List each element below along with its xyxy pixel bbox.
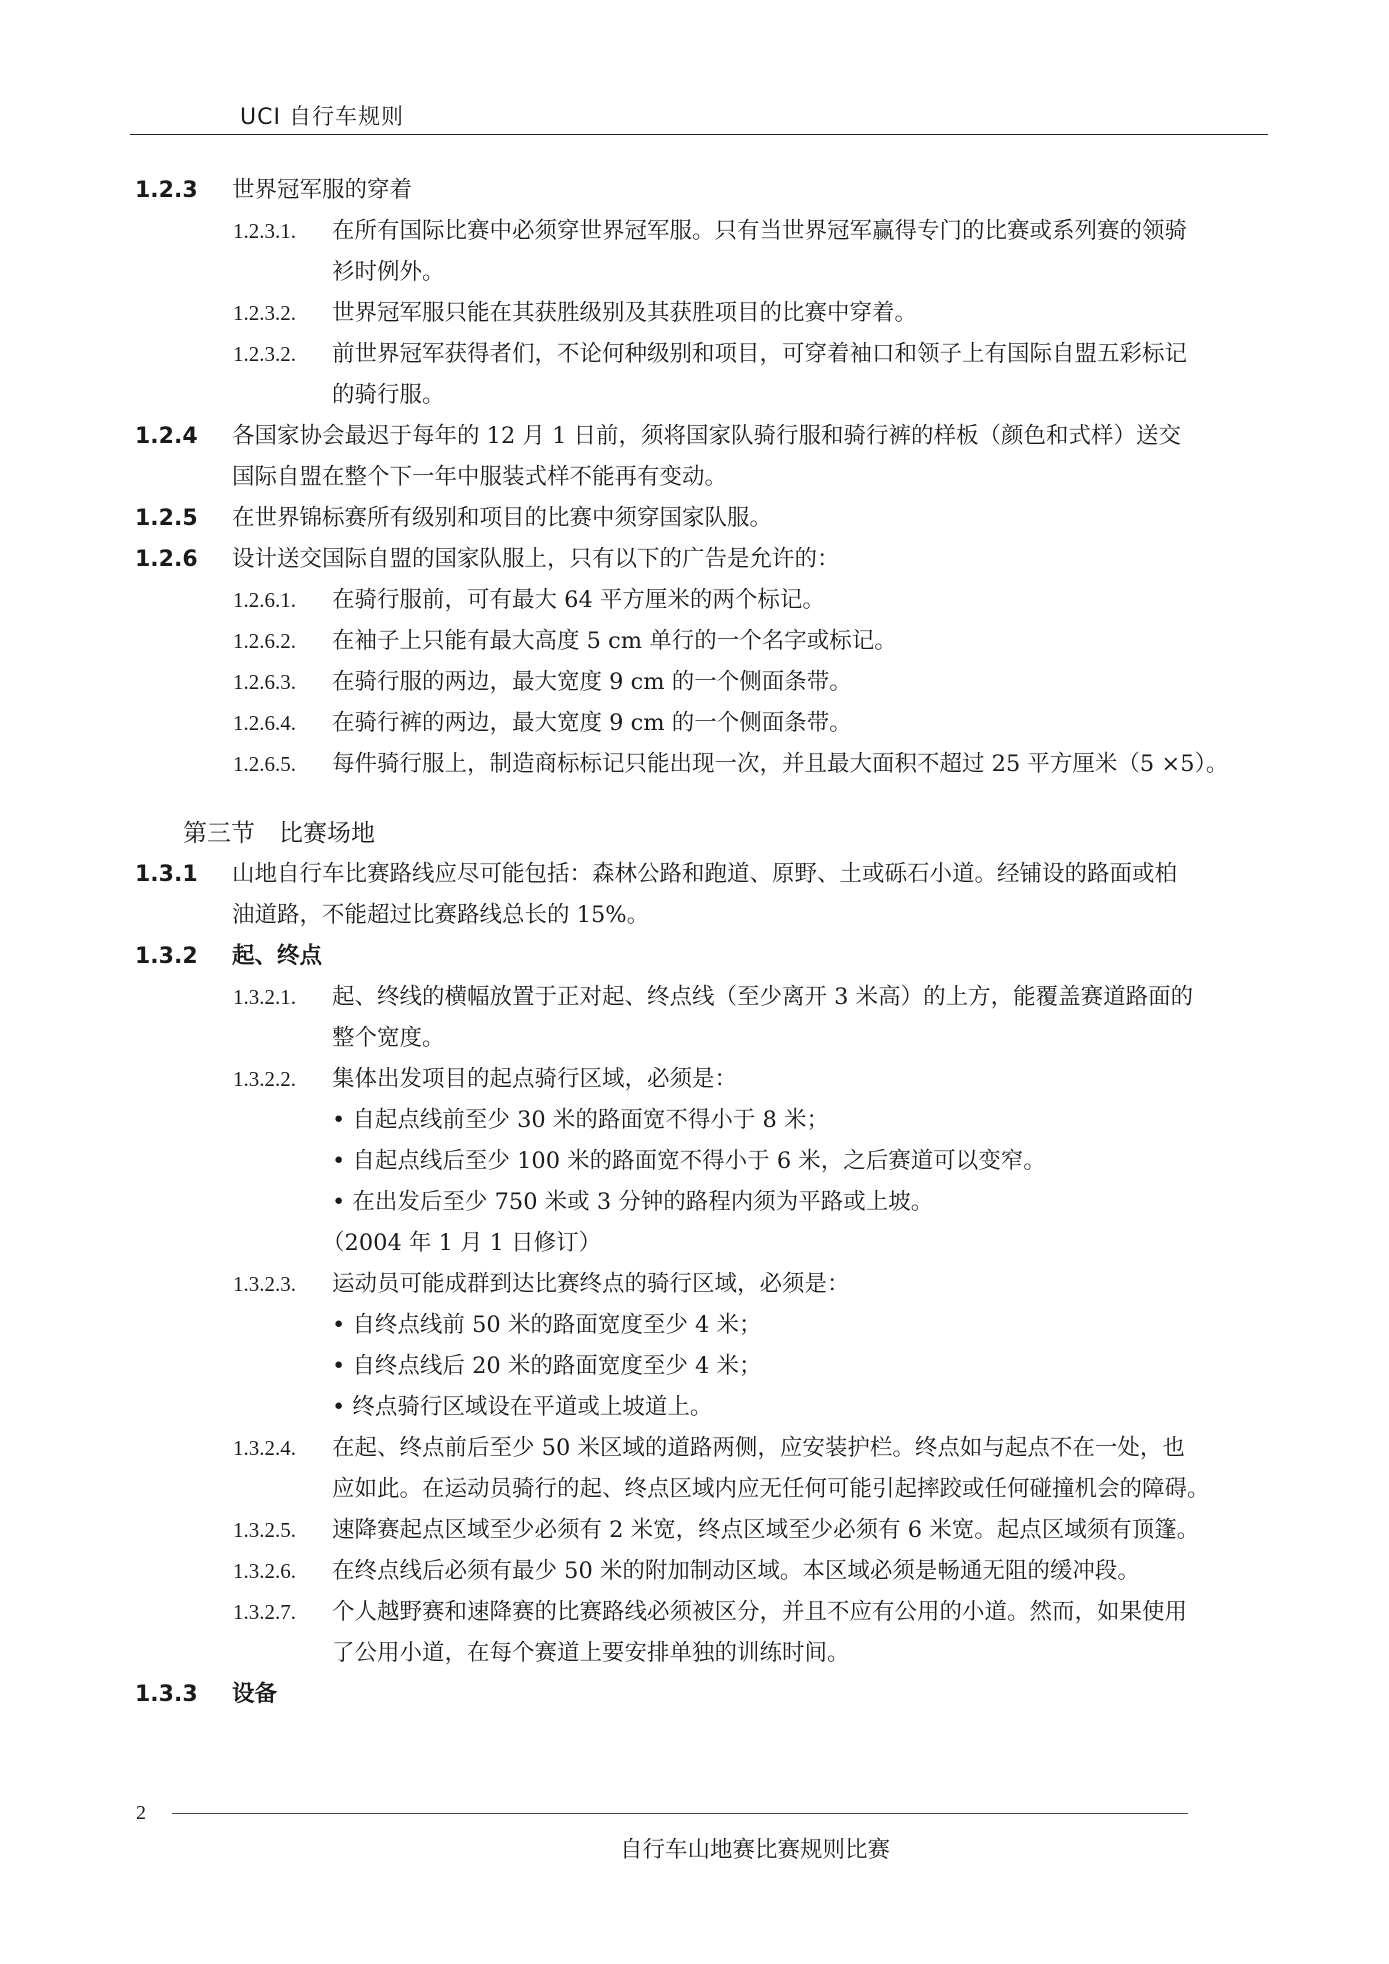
clause-text-line: 的骑行服。	[332, 382, 445, 408]
clause-text-line: 在起、终点前后至少 50 米区域的道路两侧，应安装护栏。终点如与起点不在一处，也	[332, 1435, 1185, 1461]
section-title: 设备	[232, 1681, 278, 1707]
clause-1-2-6-5	[0, 744, 1389, 785]
clause-number: 1.3.2.7.	[233, 1600, 296, 1624]
bullet-item	[0, 1387, 1389, 1428]
section-text-line: 各国家协会最迟于每年的 12 月 1 日前，须将国家队骑行服和骑行裤的样板（颜色和式样）送交	[232, 423, 1182, 449]
section-1-3-1	[0, 854, 1389, 936]
clause-text: 集体出发项目的起点骑行区域，必须是：	[332, 1066, 738, 1092]
section-1-2-5	[0, 498, 1389, 539]
clause-1-2-6-2	[0, 621, 1389, 662]
bullet-text: • 在出发后至少 750 米或 3 分钟的路程内须为平路或上坡。	[332, 1189, 934, 1215]
section-number: 1.2.5	[135, 506, 198, 531]
clause-1-3-2-3	[0, 1264, 1389, 1305]
clause-text-line: 起、终线的横幅放置于正对起、终点线（至少离开 3 米高）的上方，能覆盖赛道路面的	[332, 984, 1194, 1010]
bullet-text: • 自起点线后至少 100 米的路面宽不得小于 6 米，之后赛道可以变窄。	[332, 1148, 1046, 1174]
clause-number: 1.2.6.1.	[233, 588, 296, 612]
footer-text: 自行车山地赛比赛规则比赛	[620, 1837, 891, 1863]
section-text-line: 油道路，不能超过比赛路线总长的 15%。	[232, 902, 650, 928]
clause-number: 1.3.2.5.	[233, 1518, 296, 1542]
clause-text: 在骑行服的两边，最大宽度 9 cm 的一个侧面条带。	[332, 669, 852, 695]
clause-text: 每件骑行服上，制造商标标记只能出现一次，并且最大面积不超过 25 平方厘米（5 ×5）。	[332, 751, 1229, 777]
section-number: 1.3.3	[135, 1682, 198, 1707]
section-heading: 第三节 比赛场地	[183, 819, 375, 847]
clause-1-2-6-4	[0, 703, 1389, 744]
clause-text-line: 前世界冠军获得者们，不论何种级别和项目，可穿着袖口和领子上有国际自盟五彩标记	[332, 341, 1188, 367]
section-1-2-4	[0, 416, 1389, 498]
page-header-title: UCI 自行车规则	[240, 105, 404, 130]
section-number: 1.2.3	[135, 178, 198, 203]
bullet-text: • 自终点线前 50 米的路面宽度至少 4 米；	[332, 1312, 762, 1338]
section-title: 世界冠军服的穿着	[232, 177, 413, 203]
clause-text-line: 了公用小道，在每个赛道上要安排单独的训练时间。	[332, 1640, 850, 1666]
bullet-item	[0, 1182, 1389, 1223]
clause-number: 1.2.6.2.	[233, 629, 296, 653]
spacer	[0, 785, 1389, 813]
clause-text: 运动员可能成群到达比赛终点的骑行区域，必须是：	[332, 1271, 850, 1297]
clause-text: 在终点线后必须有最少 50 米的附加制动区域。本区域必须是畅通无阻的缓冲段。	[332, 1558, 1140, 1584]
clause-text: 速降赛起点区域至少必须有 2 米宽，终点区域至少必须有 6 米宽。起点区域须有顶篷。	[332, 1517, 1200, 1543]
bullet-text: • 终点骑行区域设在平道或上坡道上。	[332, 1394, 713, 1420]
clause-number: 1.3.2.1.	[233, 985, 296, 1009]
clause-number: 1.2.3.2.	[233, 342, 296, 366]
section-text-line: 山地自行车比赛路线应尽可能包括：森林公路和跑道、原野、土或砾石小道。经铺设的路面或柏	[232, 861, 1178, 887]
section-text: 设计送交国际自盟的国家队服上，只有以下的广告是允许的：	[232, 546, 840, 572]
clause-text-line: 个人越野赛和速降赛的比赛路线必须被区分，并且不应有公用的小道。然而，如果使用	[332, 1599, 1188, 1625]
header-rule	[130, 134, 1268, 135]
bullet-item	[0, 1305, 1389, 1346]
clause-text: 在袖子上只能有最大高度 5 cm 单行的一个名字或标记。	[332, 628, 897, 654]
clause-1-3-2-4	[0, 1428, 1389, 1510]
clause-1-3-2-5	[0, 1510, 1389, 1551]
clause-1-2-6-1	[0, 580, 1389, 621]
clause-number: 1.3.2.6.	[233, 1559, 296, 1583]
bullet-text: • 自起点线前至少 30 米的路面宽不得小于 8 米；	[332, 1107, 829, 1133]
clause-number: 1.3.2.3.	[233, 1272, 296, 1296]
clause-text: 在骑行服前，可有最大 64 平方厘米的两个标记。	[332, 587, 825, 613]
footer-rule	[172, 1813, 1188, 1814]
section-title: 起、终点	[232, 943, 323, 969]
clause-text-line: 整个宽度。	[332, 1025, 445, 1051]
clause-1-3-2-6	[0, 1551, 1389, 1592]
chapter-section-three	[0, 813, 1389, 854]
document-body	[0, 170, 1389, 1715]
bullet-item	[0, 1100, 1389, 1141]
clause-number: 1.2.6.3.	[233, 670, 296, 694]
section-1-2-6	[0, 539, 1389, 580]
clause-number: 1.2.6.4.	[233, 711, 296, 735]
clause-number: 1.3.2.4.	[233, 1436, 296, 1460]
section-1-3-3	[0, 1674, 1389, 1715]
clause-1-2-3-1	[0, 211, 1389, 293]
clause-text-line: 应如此。在运动员骑行的起、终点区域内应无任何可能引起摔跤或任何碰撞机会的障碍。	[332, 1476, 1210, 1502]
clause-number: 1.2.3.1.	[233, 219, 296, 243]
clause-1-2-3-2-a	[0, 293, 1389, 334]
section-number: 1.2.6	[135, 547, 198, 572]
page-number: 2	[136, 1802, 146, 1824]
clause-1-3-2-1	[0, 977, 1389, 1059]
clause-1-2-3-2-b	[0, 334, 1389, 416]
clause-text: 在骑行裤的两边，最大宽度 9 cm 的一个侧面条带。	[332, 710, 852, 736]
revision-note-text: （2004 年 1 月 1 日修订）	[322, 1230, 602, 1256]
section-text: 在世界锦标赛所有级别和项目的比赛中须穿国家队服。	[232, 505, 773, 531]
clause-1-2-6-3	[0, 662, 1389, 703]
clause-number: 1.2.3.2.	[233, 301, 296, 325]
section-number: 1.3.2	[135, 944, 198, 969]
clause-number: 1.2.6.5.	[233, 752, 296, 776]
clause-1-3-2-7	[0, 1592, 1389, 1674]
section-number: 1.2.4	[135, 424, 198, 449]
bullet-text: • 自终点线后 20 米的路面宽度至少 4 米；	[332, 1353, 762, 1379]
section-number: 1.3.1	[135, 862, 198, 887]
section-text-line: 国际自盟在整个下一年中服装式样不能再有变动。	[232, 464, 728, 490]
bullet-item	[0, 1346, 1389, 1387]
clause-text-line: 衫时例外。	[332, 259, 445, 285]
clause-1-3-2-2	[0, 1059, 1389, 1100]
clause-text-line: 在所有国际比赛中必须穿世界冠军服。只有当世界冠军赢得专门的比赛或系列赛的领骑	[332, 218, 1188, 244]
revision-note	[0, 1223, 1389, 1264]
section-1-3-2	[0, 936, 1389, 977]
section-1-2-3	[0, 170, 1389, 211]
clause-text: 世界冠军服只能在其获胜级别及其获胜项目的比赛中穿着。	[332, 300, 918, 326]
bullet-item	[0, 1141, 1389, 1182]
clause-number: 1.3.2.2.	[233, 1067, 296, 1091]
